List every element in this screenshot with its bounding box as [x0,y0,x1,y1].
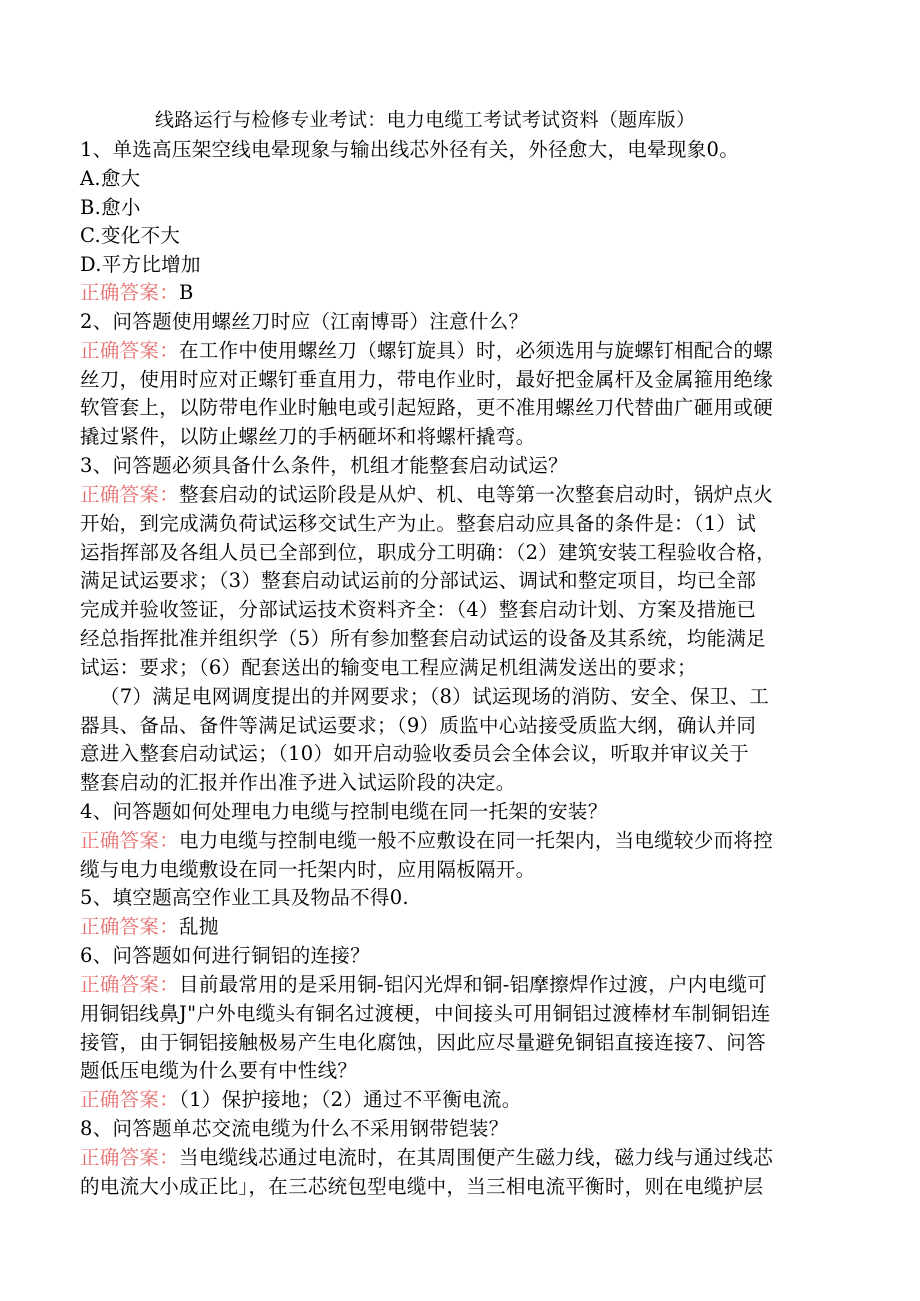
answer-text: 目前最常用的是采用铜-铝闪光焊和铜-铝摩擦焊作过渡，户内电缆可 [179,973,767,996]
answer-line: 的电流大小成正比」，在三芯统包型电缆中，当三相电流平衡时，则在电缆护层 [80,1175,764,1198]
answer-line: 运指挥部及各组人员已全部到位，职成分工明确：（2）建筑安装工程验收合格， [80,541,776,564]
answer-line: 题低压电缆为什么要有中性线？ [80,1059,358,1082]
answer-label: 正确答案： [80,281,180,304]
answer-text: 当电缆线芯通过电流时，在其周围便产生磁力线，磁力线与通过线芯 [179,1146,774,1169]
answer-line: 撬过紧件，以防止螺丝刀的手柄砸坏和将螺杆撬弯。 [80,425,536,448]
answer-label: 正确答案： [80,915,180,938]
question-8: 8、问答题单芯交流电缆为什么不采用钢带铠装？ [80,1117,509,1140]
answer-2 [80,338,773,364]
question-4: 4、问答题如何处理电力电缆与控制电缆在同一托架的安装？ [80,800,608,823]
answer-8 [80,1145,773,1171]
answer-7 [80,1087,522,1113]
answer-label: 正确答案： [80,1088,180,1111]
answer-label: 正确答案： [80,483,180,506]
document-title: 线路运行与检修专业考试：电力电缆工考试考试资料（题库版） [155,109,696,131]
answer-label: 正确答案： [80,1146,180,1169]
option-a: A.愈大 [80,167,141,190]
answer-text: 在工作中使用螺丝刀（螺钉旋具）时，必须选用与旋螺钉相配合的螺 [179,339,774,362]
answer-line: 满足试运要求；（3）整套启动试运前的分部试运、调试和整定项目，均已全部 [80,569,757,592]
answer-line: 完成并验收签证，分部试运技术资料齐全：（4）整套启动计划、方案及措施已 [80,598,757,621]
answer-text: （1）保护接地；（2）通过不平衡电流。 [179,1088,522,1111]
answer-text: B [179,281,194,304]
answer-label: 正确答案： [80,339,180,362]
option-d: D.平方比增加 [80,253,201,276]
answer-line: 开始，到完成满负荷试运移交试生产为止。整套启动应具备的条件是：（1）试 [80,512,757,535]
question-5: 5、填空题高空作业工具及物品不得0. [80,886,409,909]
answer-label: 正确答案： [80,973,180,996]
option-b: B.愈小 [80,196,141,219]
answer-text: 电力电缆与控制电缆一般不应敷设在同一托架内，当电缆较少而将控 [179,829,774,852]
answer-line: 软管套上，以防带电作业时触电或引起短路，更不准用螺丝刀代替曲广砸用或硬 [80,396,774,419]
answer-line: 丝刀，使用时应对正螺钉垂直用力，带电作业时，最好把金属杆及金属箍用绝缘 [80,368,774,391]
answer-line: 意进入整套启动试运；（10）如开启动验收委员会全体会议，听取并审议关于 [80,742,750,765]
answer-3 [80,482,773,508]
answer-label: 正确答案： [80,829,180,852]
answer-line: 试运：要求；（6）配套送出的输变电工程应满足机组满发送出的要求； [80,656,697,679]
answer-line: 接管，由于铜铝接触极易产生电化腐蚀，因此应尽量避免铜铝直接连接7、问答 [80,1031,766,1054]
question-2: 2、问答题使用螺丝刀时应（江南博哥）注意什么？ [80,310,529,333]
answer-line: 经总指挥批准并组织学（5）所有参加整套启动试运的设备及其系统，均能满足 [80,627,766,650]
option-c: C.变化不大 [80,224,181,247]
question-3: 3、问答题必须具备什么条件，机组才能整套启动试运？ [80,454,568,477]
answer-line: 整套启动的汇报并作出准予进入试运阶段的决定。 [80,771,516,794]
answer-6 [80,972,767,998]
answer-1 [80,280,194,306]
answer-5 [80,914,219,940]
answer-text: 整套启动的试运阶段是从炉、机、电等第一次整套启动时，锅炉点火 [179,483,774,506]
answer-line: （7）满足电网调度提出的并网要求；（8）试运现场的消防、安全、保卫、工 [100,685,770,708]
answer-4 [80,828,773,854]
answer-line: 器具、备品、备件等满足试运要求；（9）质监中心站接受质监大纲，确认并同 [80,714,757,737]
answer-line: 用铜铝线鼻J"户外电缆头有铜名过渡梗，中间接头可用铜铝过渡棒材车制铜铝连 [80,1002,771,1025]
answer-text: 乱抛 [179,915,219,938]
question-1: 1、单选高压架空线电晕现象与输出线芯外径有关，外径愈大，电晕现象0。 [80,138,740,161]
question-6: 6、问答题如何进行铜铝的连接？ [80,944,370,967]
answer-line: 缆与电力电缆敷设在同一托架内时，应用隔板隔开。 [80,858,536,881]
